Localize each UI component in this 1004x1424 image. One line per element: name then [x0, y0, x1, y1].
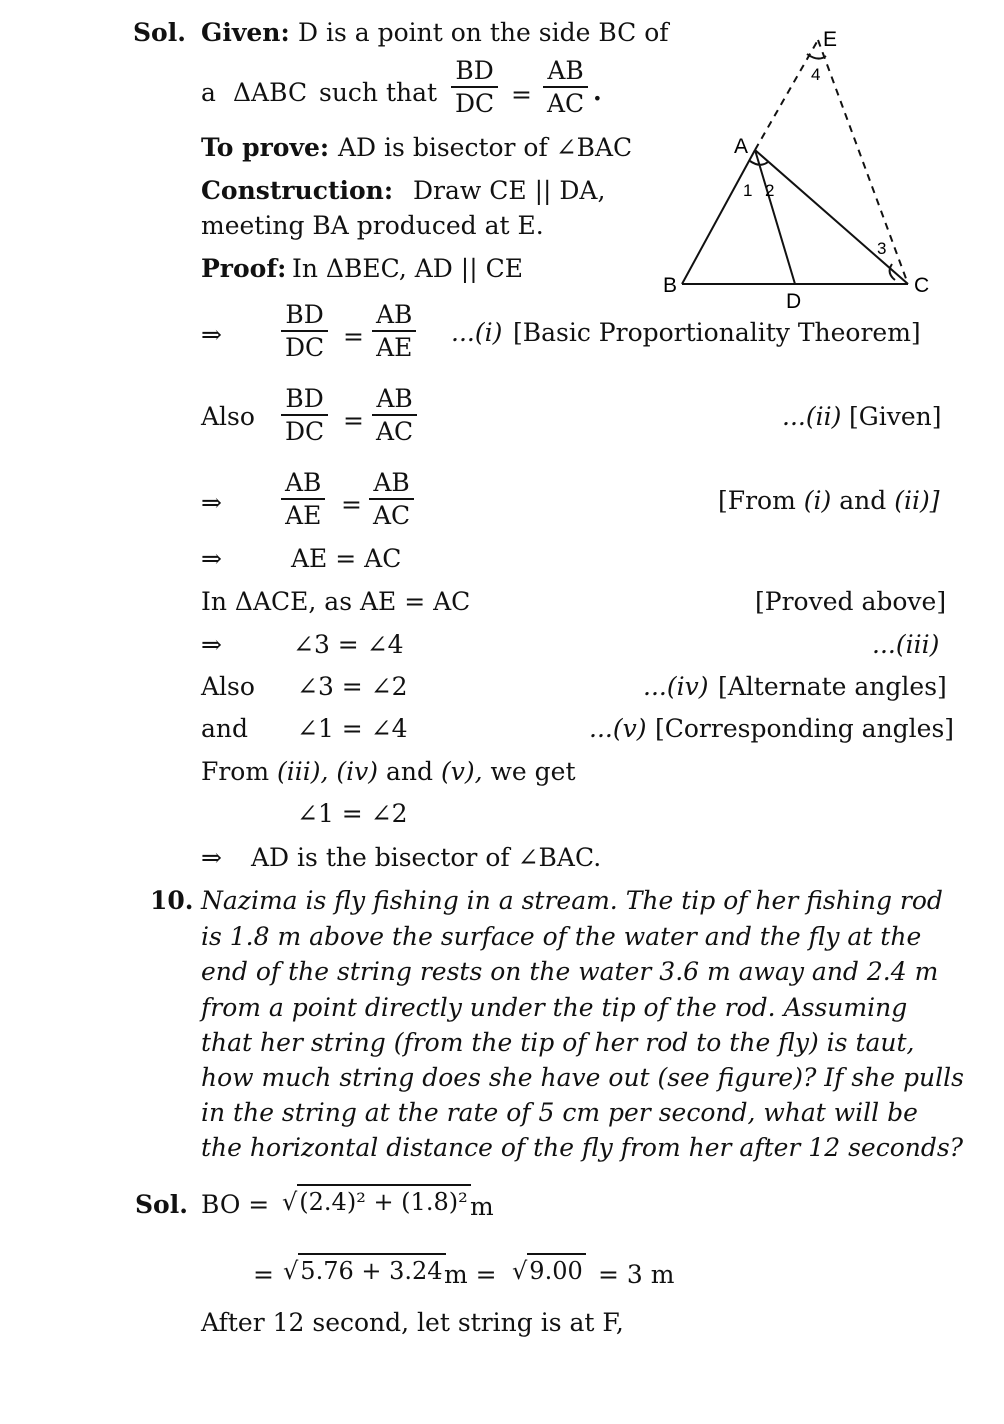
- line3-fraction-left: $\frac{AB}{AE}$: [281, 470, 325, 528]
- sol10-label: Sol.: [135, 1190, 188, 1219]
- question-line-4: from a point directly under the tip of the rod. Assuming: [201, 993, 908, 1022]
- question-line-5: that her string (from the tip of her rod to the fly) is taut,: [201, 1028, 915, 1057]
- line10-equation: ∠1 = ∠2: [297, 799, 408, 828]
- sqrt-expression-1: √(2.4)² + (1.8)²: [282, 1188, 471, 1216]
- question-line-6: how much string does she have out (see figure)? If she pulls: [201, 1063, 964, 1092]
- line8-equation: ∠1 = ∠4: [297, 714, 408, 743]
- sol10-result: = 3 m: [598, 1260, 675, 1289]
- sqrt-expression-2: √5.76 + 3.24: [283, 1257, 446, 1285]
- line6-equation: ∠3 = ∠4: [293, 630, 404, 659]
- line2-ref: [Given]: [849, 402, 942, 431]
- such-that: such that: [319, 78, 438, 107]
- also-label-2: Also: [201, 672, 255, 701]
- question-line-7: in the string at the rate of 5 cm per second, what will be: [201, 1098, 918, 1127]
- triangle-name: ΔABC: [233, 78, 308, 107]
- construction-text: Draw CE || DA,: [413, 176, 606, 205]
- sol10-bo: BO =: [201, 1190, 270, 1219]
- segment-ba: [682, 150, 755, 284]
- implies-4: ⇒: [201, 544, 222, 573]
- segment-ad: [755, 150, 795, 284]
- line3-ref: [From (i) and (ii)]: [718, 486, 940, 515]
- and-label: and: [201, 714, 249, 743]
- line2-equals: =: [343, 406, 364, 435]
- line7-ref-num: ...(iv): [643, 672, 709, 701]
- sol10-unit: m: [470, 1192, 494, 1221]
- angle-label-2: 2: [765, 181, 775, 200]
- line1-ref: [Basic Proportionality Theorem]: [513, 318, 921, 347]
- label-e: E: [823, 28, 838, 51]
- line1-fraction-left: $\frac{BD}{DC}$: [281, 302, 328, 360]
- sol10-after: After 12 second, let string is at F,: [201, 1308, 624, 1337]
- sqrt-expression-3: √9.00: [512, 1257, 586, 1285]
- line1-equals: =: [343, 322, 364, 351]
- sqrt-sign: √: [282, 1188, 298, 1216]
- line7-equation: ∠3 = ∠2: [297, 672, 408, 701]
- line8-ref: [Corresponding angles]: [655, 714, 955, 743]
- conclusion-text: AD is the bisector of ∠BAC.: [251, 843, 602, 872]
- sqrt-sign: √: [512, 1257, 528, 1285]
- proof-label: Proof:: [201, 254, 287, 283]
- label-d: D: [786, 290, 802, 313]
- segment-ec-dashed: [818, 40, 908, 284]
- sol-label: Sol.: [133, 18, 186, 47]
- line3-fraction-right: $\frac{AB}{AC}$: [369, 470, 414, 528]
- line5-ref: [Proved above]: [755, 587, 947, 616]
- line7-ref: [Alternate angles]: [718, 672, 947, 701]
- line5-text: In ΔACE, as AE = AC: [201, 587, 471, 616]
- implies-6: ⇒: [201, 630, 222, 659]
- line6-ref: ...(iii): [872, 630, 940, 659]
- implies-3: ⇒: [201, 488, 222, 517]
- sol10-eq2: m =: [444, 1260, 497, 1289]
- implies-conclusion: ⇒: [201, 843, 222, 872]
- line3-equals: =: [341, 490, 362, 519]
- line1-ref-num: ...(i): [451, 318, 503, 347]
- line1-fraction-right: $\frac{AB}{AE}$: [372, 302, 416, 360]
- to-prove-text: AD is bisector of ∠BAC: [338, 133, 633, 162]
- given-text: D is a point on the side BC of: [298, 18, 669, 47]
- given-a: a: [201, 78, 216, 107]
- given-fraction-right: $\frac{AB}{AC}$: [543, 58, 588, 116]
- given-label: Given:: [201, 18, 290, 47]
- label-b: B: [663, 274, 678, 297]
- angle-label-1: 1: [743, 181, 753, 200]
- sol10-equals: =: [253, 1260, 274, 1289]
- question-line-3: end of the string rests on the water 3.6 m away and 2.4 m: [201, 957, 939, 986]
- angle-label-4: 4: [811, 65, 821, 84]
- given-dot: ·: [593, 84, 602, 113]
- line4-equation: AE = AC: [291, 544, 402, 573]
- line2-fraction-left: $\frac{BD}{DC}$: [281, 386, 328, 444]
- construction-label: Construction:: [201, 176, 394, 205]
- question-line-2: is 1.8 m above the surface of the water and the fly at the: [201, 922, 922, 951]
- question-line-8: the horizontal distance of the fly from her after 12 seconds?: [201, 1133, 964, 1162]
- angle-label-3: 3: [877, 239, 887, 258]
- line9-text: From (iii), (iv) and (v), we get: [201, 757, 576, 786]
- given-fraction-left: $\frac{BD}{DC}$: [451, 58, 498, 116]
- implies-1: ⇒: [201, 320, 222, 349]
- line2-fraction-right: $\frac{AB}{AC}$: [372, 386, 417, 444]
- question-line-1: Nazima is fly fishing in a stream. The tip of her fishing rod: [201, 886, 943, 915]
- sqrt-sign: √: [283, 1257, 299, 1285]
- also-label: Also: [201, 402, 255, 431]
- question-number: 10.: [150, 886, 194, 915]
- label-c: C: [914, 274, 930, 297]
- construction-text2: meeting BA produced at E.: [201, 211, 544, 240]
- given-equals: =: [511, 80, 532, 109]
- line2-ref-num: ...(ii): [782, 402, 842, 431]
- segment-ae-dashed: [755, 40, 821, 150]
- label-a: A: [734, 135, 749, 158]
- line8-ref-num: ...(v): [589, 714, 647, 743]
- triangle-figure: [655, 18, 945, 318]
- segment-ac: [755, 150, 908, 284]
- proof-text: In ΔBEC, AD || CE: [292, 254, 523, 283]
- to-prove-label: To prove:: [201, 133, 330, 162]
